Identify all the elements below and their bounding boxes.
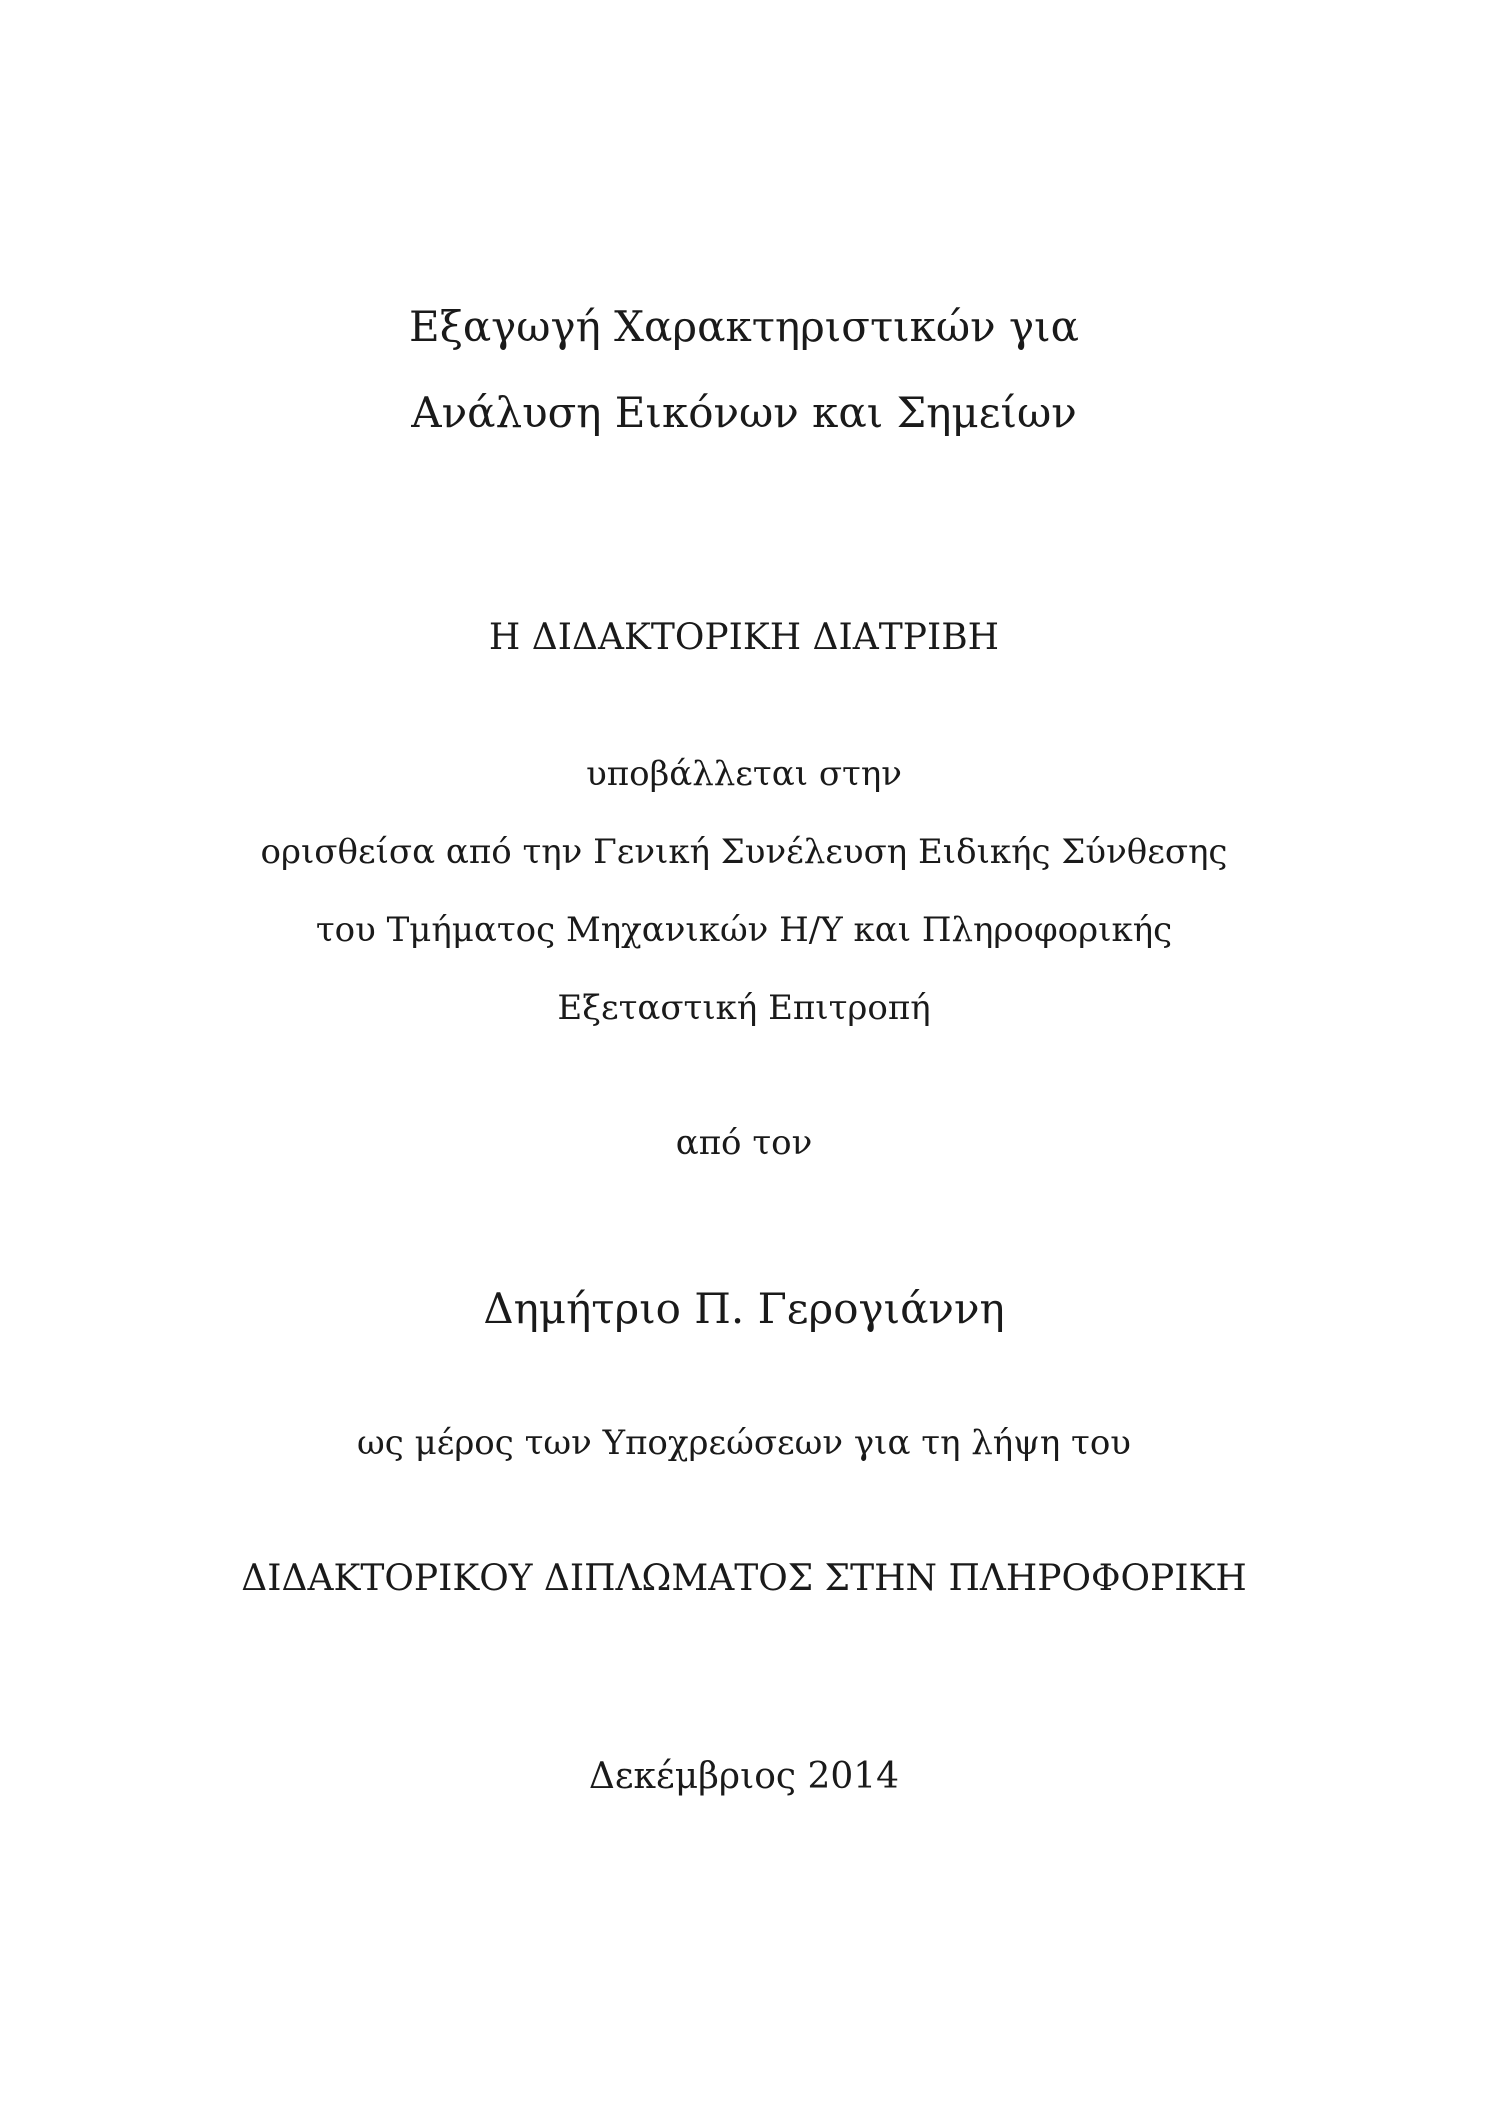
submission-line-1: υποβάλλεται στην: [586, 754, 902, 794]
thesis-type: Η ΔΙΔΑΚΤΟΡΙΚΗ ΔΙΑΤΡΙΒΗ: [488, 617, 1000, 658]
author-name: Δημήτριο Π. Γερογιάννη: [483, 1284, 1005, 1333]
by-label: από τον: [675, 1123, 813, 1163]
requirements-text: ως μέρος των Υποχρεώσεων για τη λήψη του: [357, 1423, 1131, 1463]
submission-line-3: του Τμήματος Μηχανικών Η/Υ και Πληροφορικής: [315, 910, 1173, 950]
degree-title: ΔΙΔΑΚΤΟΡΙΚΟΥ ΔΙΠΛΩΜΑΤΟΣ ΣΤΗΝ ΠΛΗΡΟΦΟΡΙΚΗ: [241, 1558, 1247, 1599]
date: Δεκέμβριος 2014: [588, 1756, 900, 1797]
title-line-1: Εξαγωγή Χαρακτηριστικών για: [409, 302, 1079, 351]
submission-line-2: ορισθείσα από την Γενική Συνέλευση Ειδικής Σύνθεσης: [260, 832, 1228, 872]
submission-line-4: Εξεταστική Επιτροπή: [557, 988, 931, 1028]
title-line-2: Ανάλυση Εικόνων και Σημείων: [411, 388, 1077, 437]
